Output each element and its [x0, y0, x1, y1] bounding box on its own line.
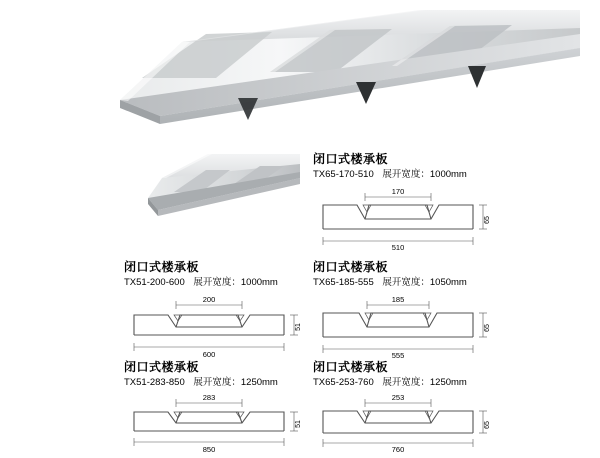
- spec-width-label: 展开宽度：1000mm: [193, 277, 278, 288]
- spec-model: TX51-200-600: [124, 277, 185, 288]
- spec-model: TX65-253-760: [313, 377, 374, 388]
- spec-width-label: 展开宽度：1000mm: [382, 169, 467, 180]
- spec-tx51-200-600: [124, 260, 314, 364]
- spec-drawing: [124, 293, 314, 364]
- deck-photo-large: [120, 8, 580, 136]
- spec-model-line: [124, 377, 314, 389]
- spec-model-line: [124, 277, 314, 289]
- dim-bottom: 760: [391, 445, 405, 453]
- spec-model: TX51-283-850: [124, 377, 185, 388]
- dim-bottom: 600: [202, 350, 216, 359]
- spec-model-line: [313, 169, 503, 181]
- spec-tx51-283-850: [124, 360, 314, 458]
- spec-title: 闭口式楼承板: [313, 152, 389, 166]
- spec-drawing: [124, 393, 314, 458]
- dim-bottom: 555: [391, 351, 405, 359]
- spec-title: 闭口式楼承板: [124, 360, 200, 374]
- dim-height: 51: [295, 323, 302, 331]
- spec-title: 闭口式楼承板: [124, 260, 200, 274]
- spec-width-label: 展开宽度：1250mm: [382, 377, 467, 388]
- spec-title: 闭口式楼承板: [313, 260, 389, 274]
- dim-top: 253: [391, 393, 405, 402]
- spec-width-label: 展开宽度：1050mm: [382, 277, 467, 288]
- dim-bottom: 850: [202, 445, 216, 453]
- dim-height: 65: [484, 216, 491, 224]
- dim-height: 51: [295, 420, 302, 428]
- spec-tx65-185-555: [313, 260, 503, 364]
- dim-top: 283: [202, 393, 216, 402]
- spec-tx65-253-760: [313, 360, 503, 458]
- spec-drawing: [313, 185, 503, 256]
- spec-model: TX65-185-555: [313, 277, 374, 288]
- deck-photo-small: [148, 148, 300, 226]
- dim-height: 65: [484, 421, 491, 429]
- dim-bottom: 510: [391, 243, 405, 251]
- spec-width-label: 展开宽度：1250mm: [193, 377, 278, 388]
- dim-height: 65: [484, 324, 491, 332]
- spec-model: TX65-170-510: [313, 169, 374, 180]
- dim-top: 170: [391, 187, 405, 196]
- dim-top: 185: [391, 295, 405, 304]
- dim-top: 200: [202, 295, 216, 304]
- spec-model-line: [313, 277, 503, 289]
- spec-tx65-170-510: [313, 152, 503, 256]
- spec-title: 闭口式楼承板: [313, 360, 389, 374]
- spec-drawing: [313, 393, 503, 458]
- spec-model-line: [313, 377, 503, 389]
- spec-drawing: [313, 293, 503, 364]
